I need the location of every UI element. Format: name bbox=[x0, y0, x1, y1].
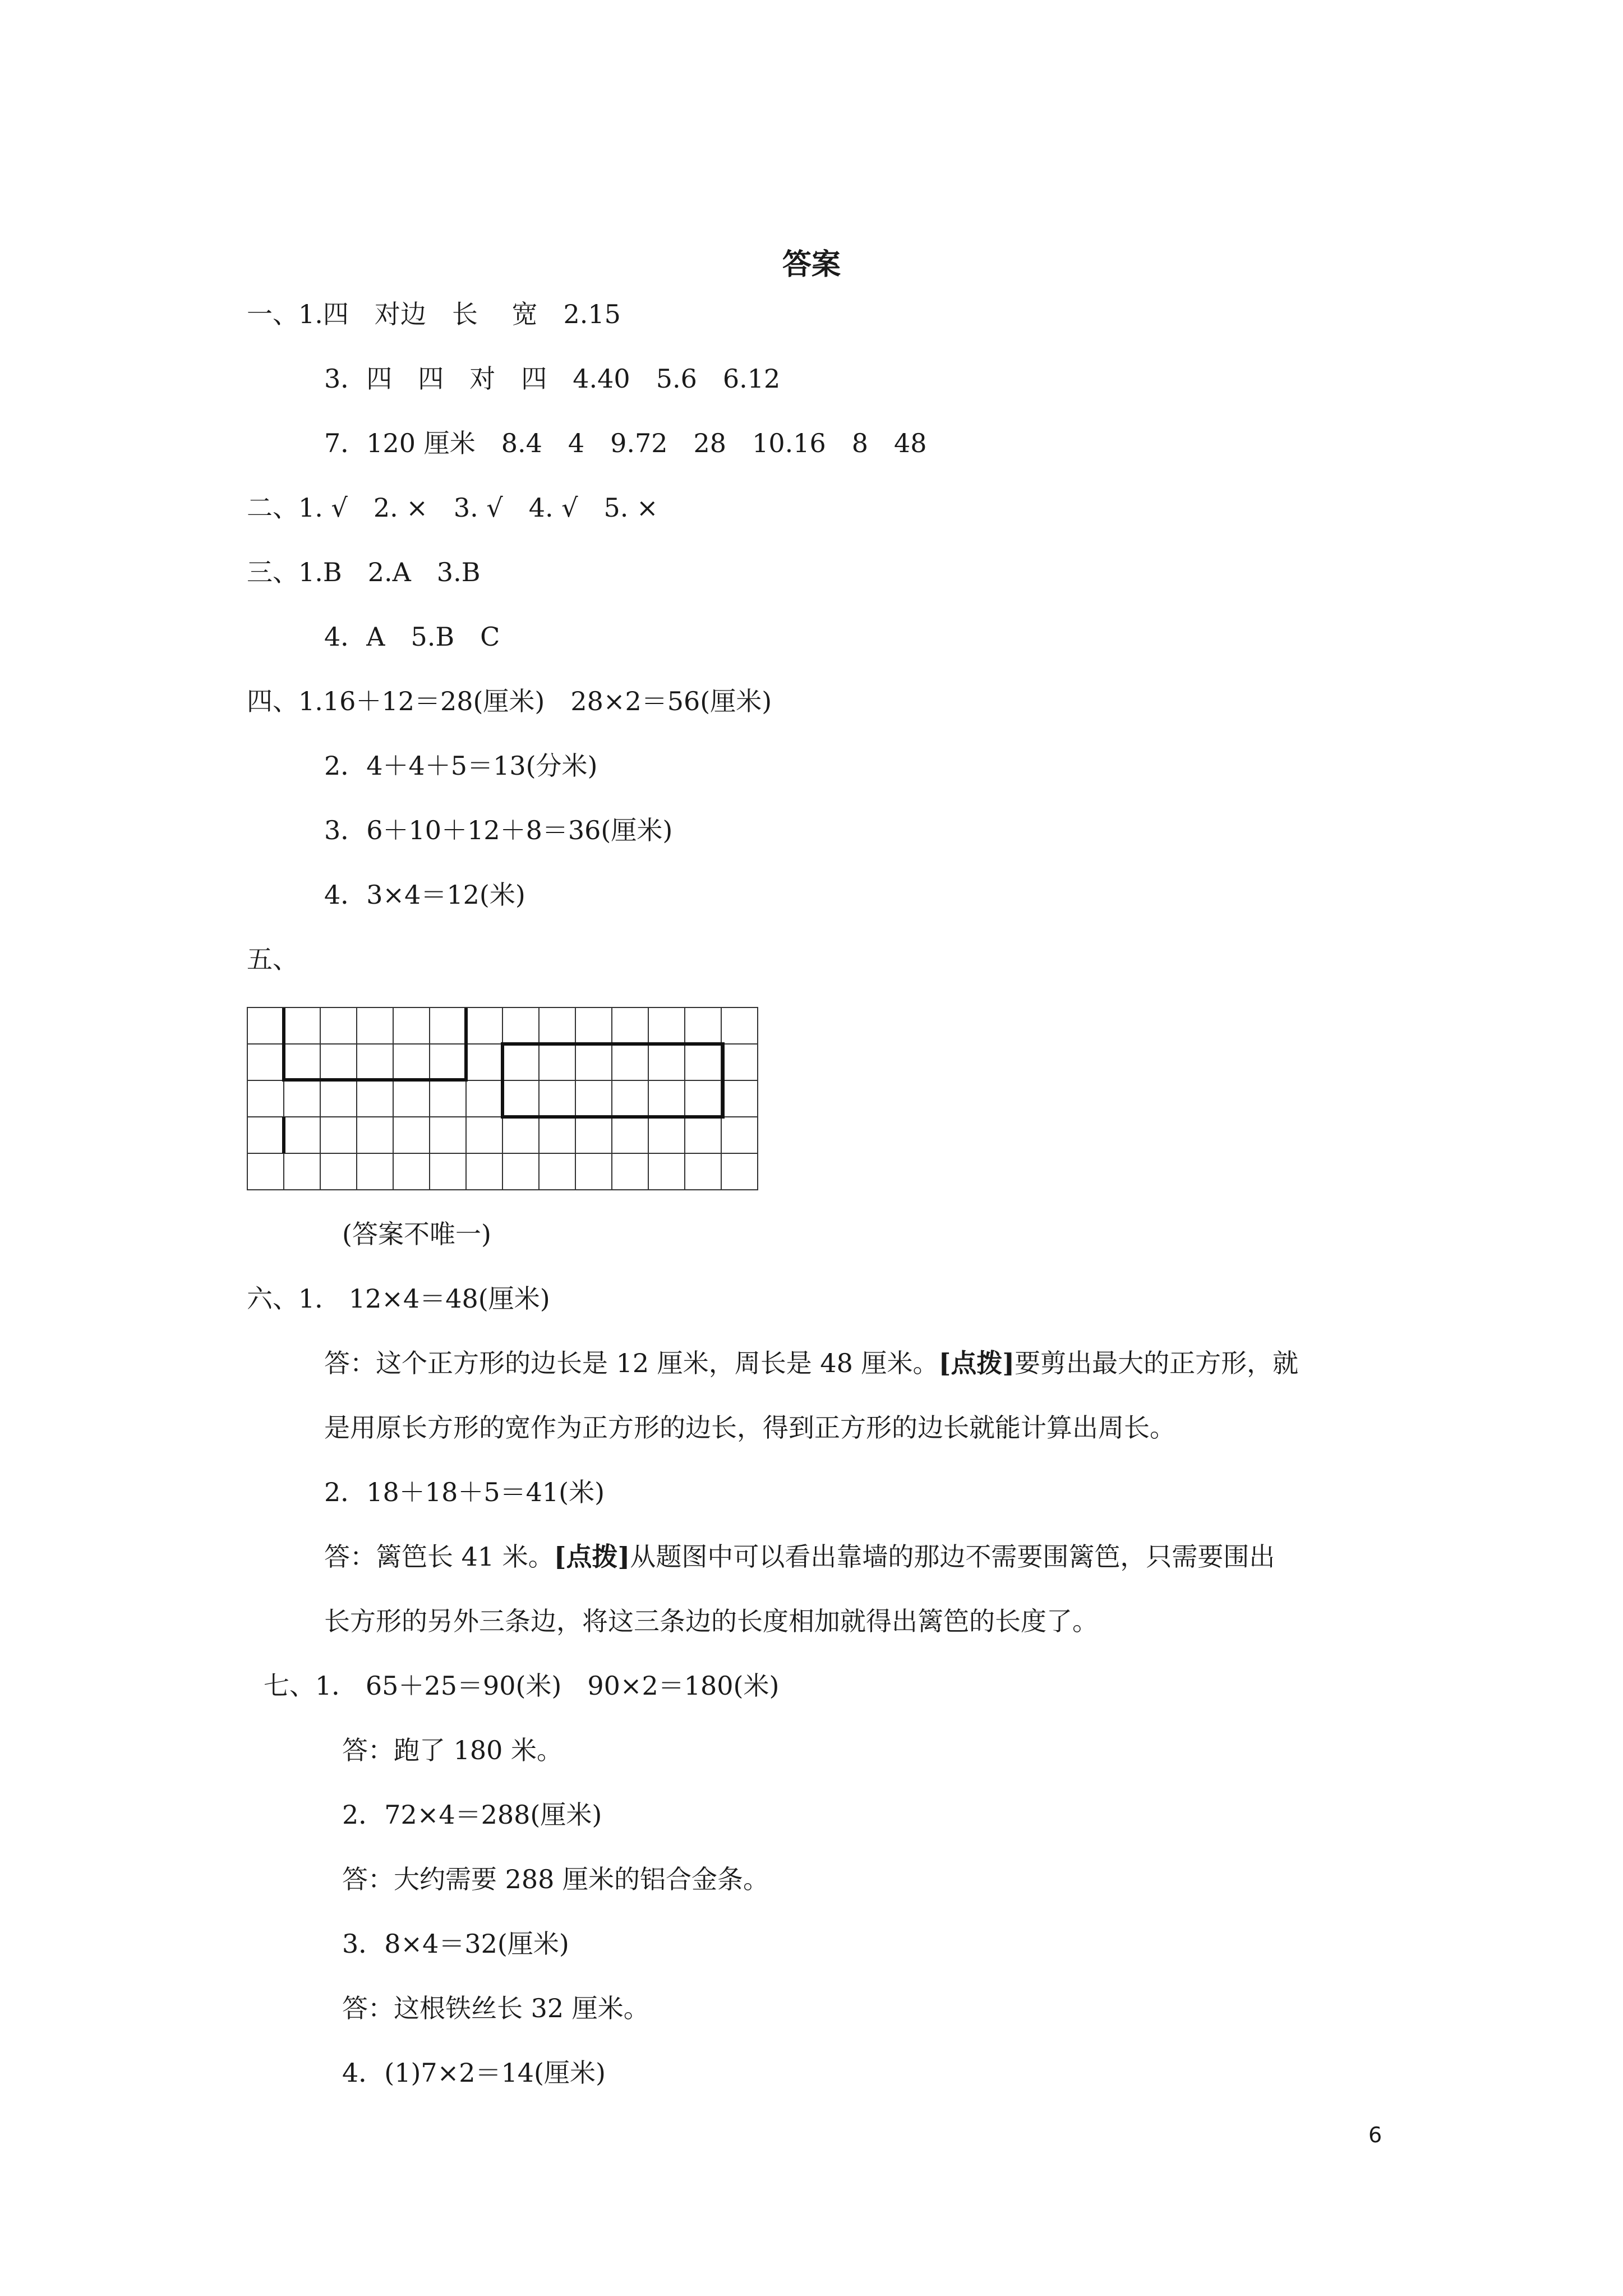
section-7-answer-2: 答：大约需要 288 厘米的铝合金条。 bbox=[342, 1864, 769, 1894]
section-7-line-4: 4．(1)7×2＝14(厘米) bbox=[342, 2058, 606, 2088]
grid-cell bbox=[575, 1044, 612, 1080]
grid-cell bbox=[685, 1153, 721, 1190]
section-4-line-4: 4．3×4＝12(米) bbox=[324, 880, 525, 910]
grid-cell bbox=[430, 1044, 466, 1080]
grid-cell bbox=[284, 1044, 320, 1080]
grid-cell bbox=[575, 1007, 612, 1044]
section-2-line: 二、1. √ 2. × 3. √ 4. √ 5. × bbox=[247, 493, 658, 523]
grid-cell bbox=[466, 1007, 502, 1044]
grid-cell bbox=[393, 1080, 430, 1117]
grid-cell bbox=[320, 1153, 357, 1190]
grid-cell bbox=[466, 1153, 502, 1190]
grid-cell bbox=[539, 1044, 575, 1080]
grid-cell bbox=[612, 1080, 648, 1117]
grid-cell bbox=[502, 1044, 539, 1080]
section-1-line-2: 3．四 四 对 四 4.40 5.6 6.12 bbox=[324, 364, 781, 394]
grid-cell bbox=[539, 1080, 575, 1117]
grid-cell bbox=[284, 1007, 320, 1044]
section-6-line-2: 2．18＋18＋5＝41(米) bbox=[324, 1477, 605, 1507]
grid-cell bbox=[393, 1117, 430, 1153]
grid-cell bbox=[648, 1117, 685, 1153]
grid-cell bbox=[612, 1044, 648, 1080]
grid-cell bbox=[502, 1007, 539, 1044]
grid-cell bbox=[430, 1153, 466, 1190]
section-7-line-3: 3．8×4＝32(厘米) bbox=[342, 1929, 569, 1959]
section-5-label: 五、 bbox=[247, 944, 298, 974]
grid-cell bbox=[430, 1007, 466, 1044]
grid-cell bbox=[721, 1044, 758, 1080]
section-6-answer-1-cont: 是用原长方形的宽作为正方形的边长，得到正方形的边长就能计算出周长。 bbox=[324, 1412, 1175, 1443]
tip-label: [点拨] bbox=[554, 1542, 630, 1572]
section-4-line-3: 3．6＋10＋12＋8＝36(厘米) bbox=[324, 815, 673, 845]
grid-cell bbox=[320, 1044, 357, 1080]
section-3-line-1: 三、1.B 2.A 3.B bbox=[247, 557, 481, 587]
section-6-answer-1 bbox=[324, 1346, 1298, 1380]
grid-cell bbox=[575, 1117, 612, 1153]
grid-cell bbox=[284, 1117, 320, 1153]
answer-text: 答：这个正方形的边长是 12 厘米，周长是 48 厘米。 bbox=[324, 1348, 939, 1378]
section-4-line-2: 2．4＋4＋5＝13(分米) bbox=[324, 751, 598, 781]
section-6-line-1: 六、1． 12×4＝48(厘米) bbox=[247, 1283, 550, 1314]
page-title: 答案 bbox=[782, 247, 841, 282]
grid-cell bbox=[721, 1117, 758, 1153]
grid-cell bbox=[685, 1044, 721, 1080]
grid-cell bbox=[721, 1153, 758, 1190]
grid-cell bbox=[648, 1044, 685, 1080]
section-1-line-1: 一、1.四 对边 长 宽 2.15 bbox=[247, 299, 621, 329]
section-7-line-1: 七、1． 65＋25＝90(米) 90×2＝180(米) bbox=[264, 1671, 780, 1701]
grid-cell bbox=[502, 1080, 539, 1117]
grid-cell bbox=[466, 1117, 502, 1153]
grid-cell bbox=[357, 1153, 393, 1190]
tip-text: 从题图中可以看出靠墙的那边不需要围篱笆，只需要围出 bbox=[630, 1542, 1275, 1572]
grid-cell bbox=[721, 1080, 758, 1117]
grid-cell bbox=[612, 1153, 648, 1190]
grid-cell bbox=[393, 1044, 430, 1080]
grid-cell bbox=[539, 1117, 575, 1153]
grid-cell bbox=[685, 1080, 721, 1117]
page-number: 6 bbox=[1368, 2123, 1382, 2147]
section-4-line-1: 四、1.16＋12＝28(厘米) 28×2＝56(厘米) bbox=[247, 686, 772, 716]
grid-cell bbox=[393, 1007, 430, 1044]
grid-cell bbox=[721, 1007, 758, 1044]
section-6-answer-2-cont: 长方形的另外三条边，将这三条边的长度相加就得出篱笆的长度了。 bbox=[324, 1606, 1098, 1636]
grid-cell bbox=[539, 1007, 575, 1044]
grid-cell bbox=[575, 1080, 612, 1117]
grid-cell bbox=[612, 1117, 648, 1153]
section-7-line-2: 2．72×4＝288(厘米) bbox=[342, 1800, 602, 1830]
grid-cell bbox=[247, 1044, 284, 1080]
grid-cell bbox=[247, 1080, 284, 1117]
grid-cell bbox=[357, 1080, 393, 1117]
grid-cell bbox=[502, 1117, 539, 1153]
grid-cell bbox=[430, 1080, 466, 1117]
grid-cell bbox=[357, 1117, 393, 1153]
grid-cell bbox=[320, 1080, 357, 1117]
grid-cell bbox=[247, 1117, 284, 1153]
grid-cell bbox=[502, 1153, 539, 1190]
grid-cell bbox=[648, 1153, 685, 1190]
grid-cell bbox=[685, 1007, 721, 1044]
grid-cell bbox=[320, 1117, 357, 1153]
section-5-note: (答案不唯一) bbox=[342, 1219, 491, 1249]
answer-text: 答：篱笆长 41 米。 bbox=[324, 1542, 554, 1572]
grid-cell bbox=[648, 1080, 685, 1117]
section-6-answer-2 bbox=[324, 1540, 1275, 1573]
grid-cell bbox=[685, 1117, 721, 1153]
grid-cell bbox=[612, 1007, 648, 1044]
grid-cell bbox=[247, 1007, 284, 1044]
section-7-answer-3: 答：这根铁丝长 32 厘米。 bbox=[342, 1993, 649, 2023]
grid-cell bbox=[247, 1153, 284, 1190]
section-7-answer-1: 答：跑了 180 米。 bbox=[342, 1735, 563, 1765]
grid-cell bbox=[284, 1080, 320, 1117]
grid-cell bbox=[539, 1153, 575, 1190]
grid-cell bbox=[357, 1044, 393, 1080]
tip-label: [点拨] bbox=[938, 1348, 1015, 1378]
grid-cell bbox=[575, 1153, 612, 1190]
grid-cell bbox=[357, 1007, 393, 1044]
section-1-line-3: 7．120 厘米 8.4 4 9.72 28 10.16 8 48 bbox=[324, 428, 927, 458]
grid-cell bbox=[430, 1117, 466, 1153]
grid-cell bbox=[466, 1080, 502, 1117]
section-3-line-2: 4．A 5.B C bbox=[324, 622, 500, 652]
grid-cell bbox=[320, 1007, 357, 1044]
tip-text: 要剪出最大的正方形，就 bbox=[1015, 1348, 1299, 1378]
grid-cell bbox=[284, 1153, 320, 1190]
grid-figure bbox=[247, 1007, 763, 1192]
grid-cell bbox=[466, 1044, 502, 1080]
grid-cell bbox=[393, 1153, 430, 1190]
grid-cell bbox=[648, 1007, 685, 1044]
